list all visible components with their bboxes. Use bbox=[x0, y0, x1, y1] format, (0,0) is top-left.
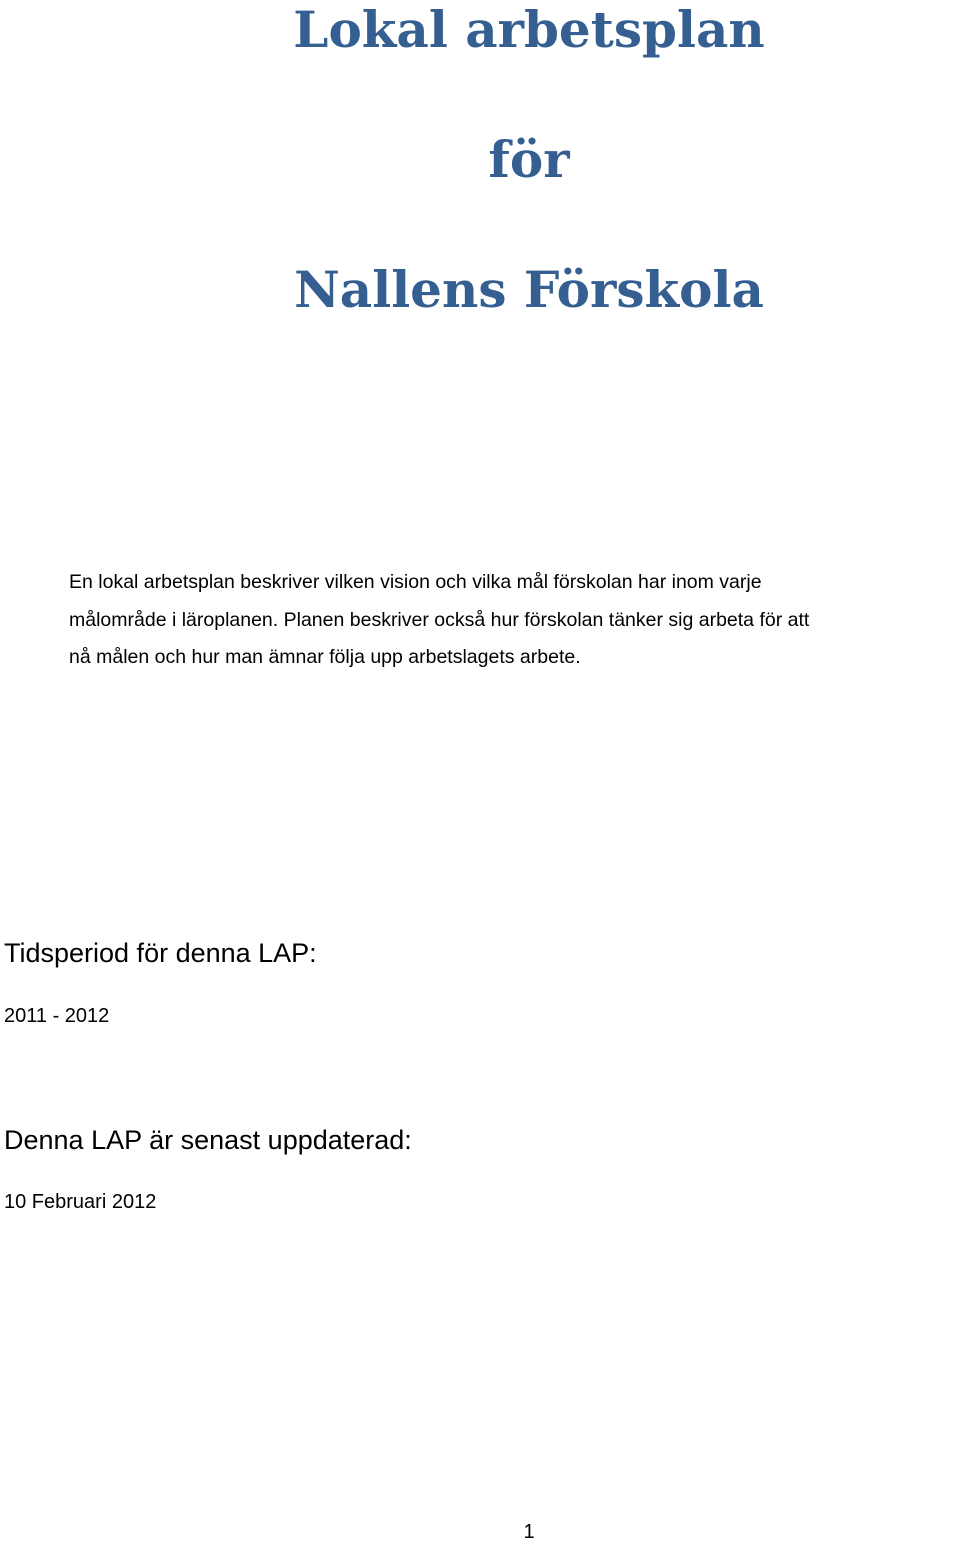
updated-value: 10 Februari 2012 bbox=[4, 1191, 157, 1213]
intro-line: målområde i läroplanen. Planen beskriver också hur förskolan tänker sig arbeta för att bbox=[69, 608, 810, 631]
intro-line: En lokal arbetsplan beskriver vilken vision och vilka mål förskolan har inom varje bbox=[69, 571, 762, 593]
intro-paragraph bbox=[69, 564, 959, 677]
updated-heading: Denna LAP är senast uppdaterad: bbox=[4, 1125, 412, 1155]
intro-line: nå målen och hur man ämnar följa upp arbetslagets arbete. bbox=[69, 646, 581, 668]
page-number: 1 bbox=[523, 1521, 535, 1543]
period-heading: Tidsperiod för denna LAP: bbox=[4, 938, 317, 968]
document-title-line-1: Lokal arbetsplan bbox=[293, 0, 765, 59]
document-title-line-3: Nallens Förskola bbox=[294, 260, 764, 319]
document-title-line-2: för bbox=[488, 130, 570, 189]
period-value: 2011 - 2012 bbox=[4, 1005, 110, 1027]
